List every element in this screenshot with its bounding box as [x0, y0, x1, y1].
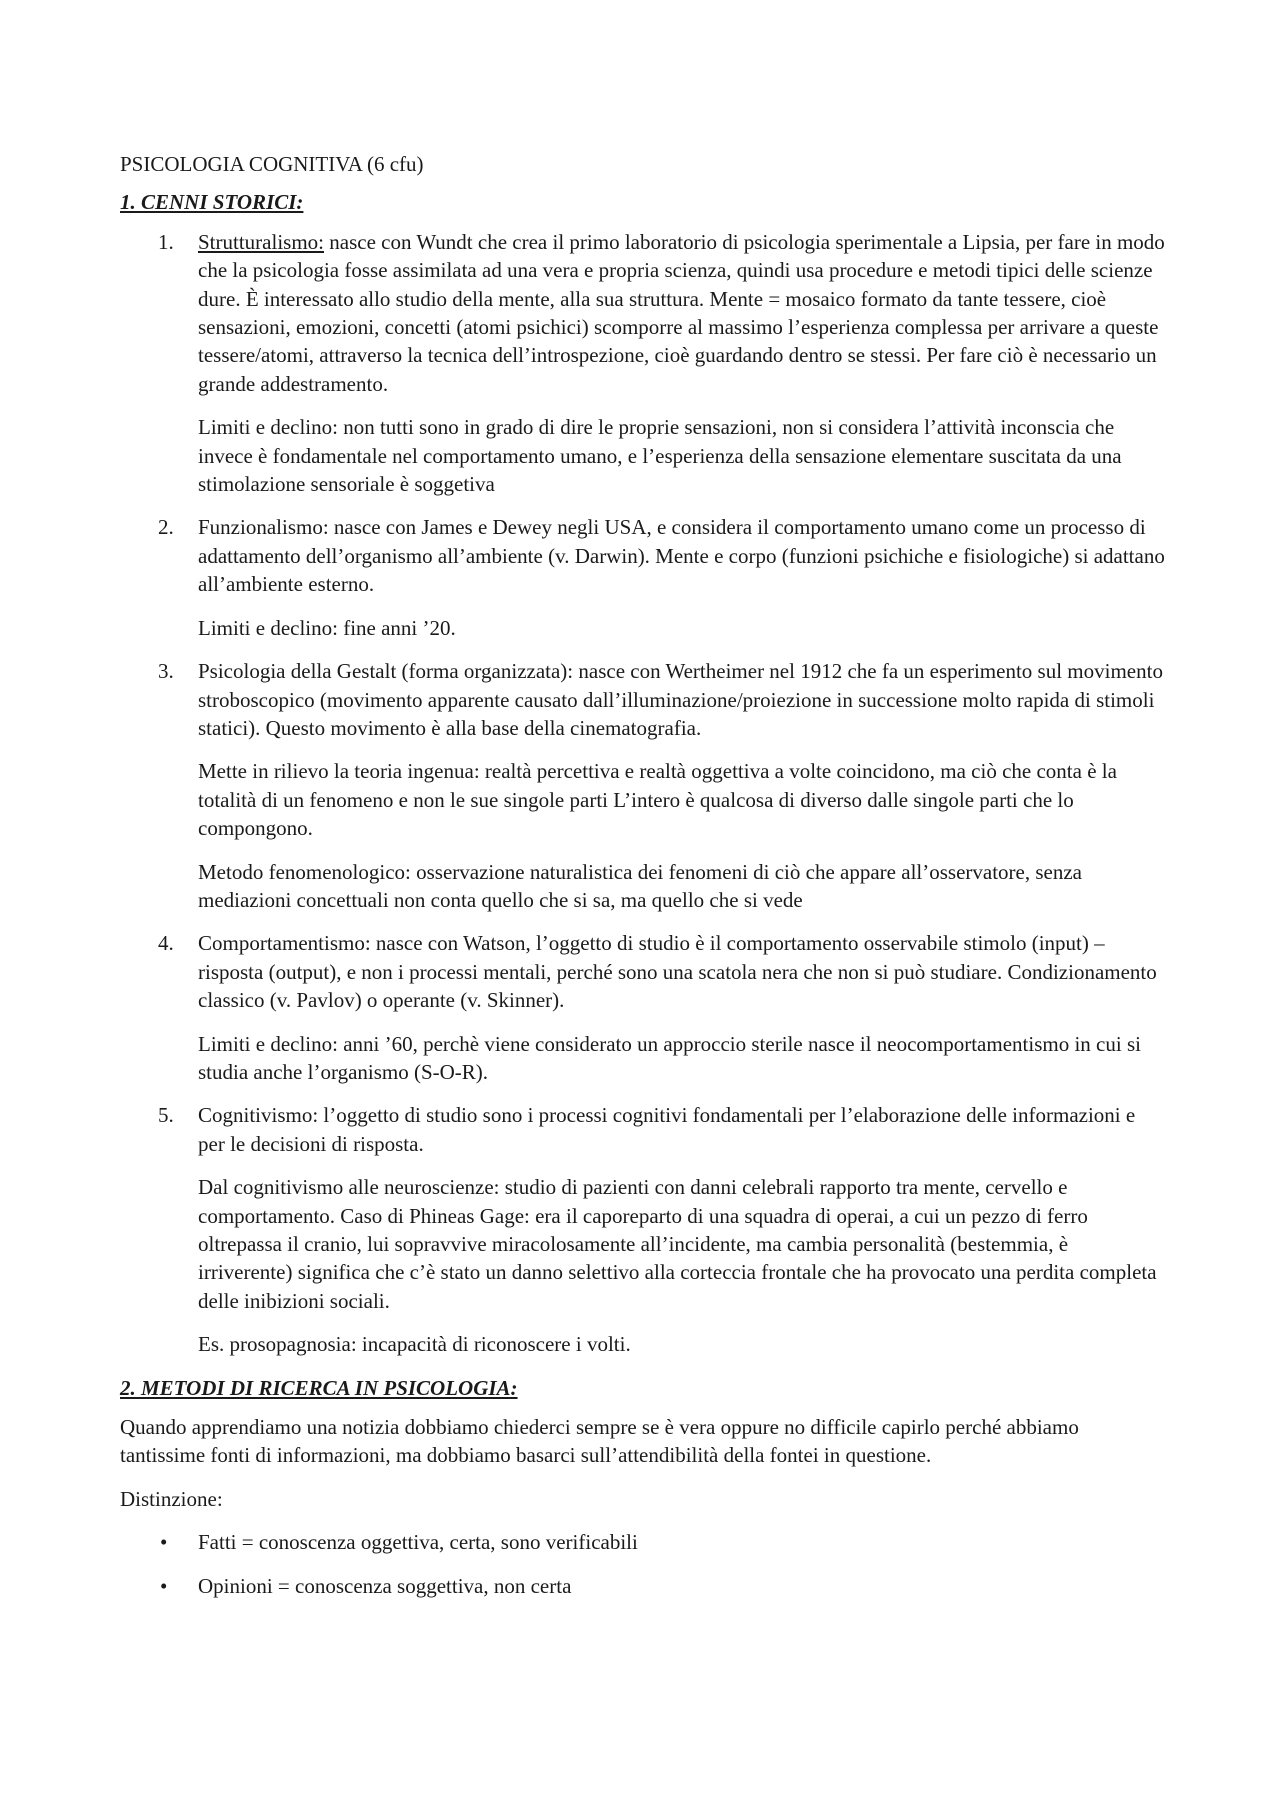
- bullet-icon: •: [160, 1573, 168, 1598]
- list-number: 4.: [158, 931, 174, 956]
- list-number: 5.: [158, 1103, 174, 1128]
- list-paragraph: Psicologia della Gestalt (forma organizzata): nasce con Wertheimer nel 1912 che fa un esperimento sul movimento stroboscopico (movimento apparente causato dall’illuminazione/proiezione in successione molto rapida di stimoli statici). Questo movimento è alla base della cinematografia.: [198, 659, 1163, 740]
- list-item-cognitivismo: [120, 1101, 1165, 1358]
- list-number: 3.: [158, 659, 174, 684]
- bullet-text: Fatti = conoscenza oggettiva, certa, sono verificabili: [198, 1530, 638, 1555]
- list-paragraph: Comportamentismo: nasce con Watson, l’oggetto di studio è il comportamento osservabile stimolo (input) – risposta (output), e non i processi mentali, perché sono una scatola nera che non si può studiare. Condizionamento classico (v. Pavlov) o operante (v. Skinner).: [198, 931, 1157, 1013]
- list-paragraph: Limiti e declino: fine anni ’20.: [198, 615, 456, 640]
- history-list: [120, 228, 1165, 1359]
- list-number: 1.: [158, 229, 174, 254]
- list-paragraph: Limiti e declino: non tutti sono in grado di dire le proprie sensazioni, non si considera l’attività inconscia che invece è fondamentale nel comportamento umano, e l’esperienza della sensazione elementare suscitata da una stimolazione sensoriale è soggetiva: [198, 415, 1122, 497]
- list-paragraph: Es. prosopagnosia: incapacità di riconoscere i volti.: [198, 1332, 631, 1357]
- list-paragraph: Mette in rilievo la teoria ingenua: realtà percettiva e realtà oggettiva a volte coincidono, ma ciò che conta è la totalità di un fenomeno e non le sue singole parti L’intero è qualcosa di diverso dalle singole parti che lo compongono.: [198, 759, 1117, 841]
- bullet-icon: •: [160, 1530, 168, 1555]
- section-heading-cenni-storici: 1. CENNI STORICI:: [120, 190, 304, 215]
- list-paragraph: Dal cognitivismo alle neuroscienze: studio di pazienti con danni celebrali rapporto tra mente, cervello e comportamento. Caso di Phineas Gage: era il caporeparto di una squadra di operai, a cui un pezzo di ferro oltrepassa il cranio, lui sopravvive miracolosamente all’incidente, ma cambia personalità (bestemmia, è irriverente) significa che c’è stato un danno selettivo alla corteccia frontale che ha provocato una perdita completa delle inibizioni sociali.: [198, 1175, 1157, 1313]
- document-title: PSICOLOGIA COGNITIVA (6 cfu): [120, 152, 424, 176]
- list-item-strutturalismo: [120, 228, 1165, 499]
- list-item-funzionalismo: [120, 513, 1165, 642]
- list-paragraph: Metodo fenomenologico: osservazione naturalistica dei fenomeni di ciò che appare all’osservatore, senza mediazioni concettuali non conta quello che si sa, ma quello che si vede: [198, 859, 1082, 912]
- list-item-comportamentismo: [120, 929, 1165, 1086]
- list-paragraph: Funzionalismo: nasce con James e Dewey negli USA, e considera il comportamento umano come un processo di adattamento dell’organismo all’ambiente (v. Darwin). Mente e corpo (funzioni psichiche e fisiologiche) si adattano all’ambiente esterno.: [198, 515, 1165, 597]
- distinction-label: Distinzione:: [120, 1486, 223, 1511]
- bullet-item-opinioni: [120, 1572, 1165, 1600]
- section-heading-metodi-ricerca: 2. METODI DI RICERCA IN PSICOLOGIA:: [120, 1375, 518, 1400]
- list-paragraph: Limiti e declino: anni ’60, perchè viene considerato un approccio sterile nasce il neocomportamentismo in cui si studia anche l’organismo (S-O-R).: [198, 1031, 1141, 1084]
- list-item-gestalt: [120, 657, 1165, 914]
- document-page: [120, 150, 1165, 1615]
- bullet-text: Opinioni = conoscenza soggettiva, non certa: [198, 1573, 572, 1598]
- intro-paragraph: Quando apprendiamo una notizia dobbiamo chiederci sempre se è vera oppure no difficile capirlo perché abbiamo tantissime fonti di informazioni, ma dobbiamo basarci sull’attendibilità della fontei in questione.: [120, 1415, 1079, 1468]
- list-paragraph: Cognitivismo: l’oggetto di studio sono i processi cognitivi fondamentali per l’elaborazione delle informazioni e per le decisioni di risposta.: [198, 1103, 1136, 1156]
- term-strutturalismo: Strutturalismo:: [198, 229, 324, 254]
- bullet-item-fatti: [120, 1528, 1165, 1556]
- list-number: 2.: [158, 515, 174, 540]
- list-paragraph: Strutturalismo: nasce con Wundt che crea il primo laboratorio di psicologia sperimentale a Lipsia, per fare in modo che la psicologia fosse assimilata ad una vera e propria scienza, quindi usa procedure e metodi tipici delle scienze dure. È interessato allo studio della mente, alla sua struttura. Mente = mosaico formato da tante tessere, cioè sensazioni, emozioni, concetti (atomi psichici) scomporre al massimo l’esperienza complessa per arrivare a queste tessere/atomi, attraverso la tecnica dell’introspezione, cioè guardando dentro se stessi. Per fare ciò è necessario un grande addestramento.: [198, 229, 1165, 396]
